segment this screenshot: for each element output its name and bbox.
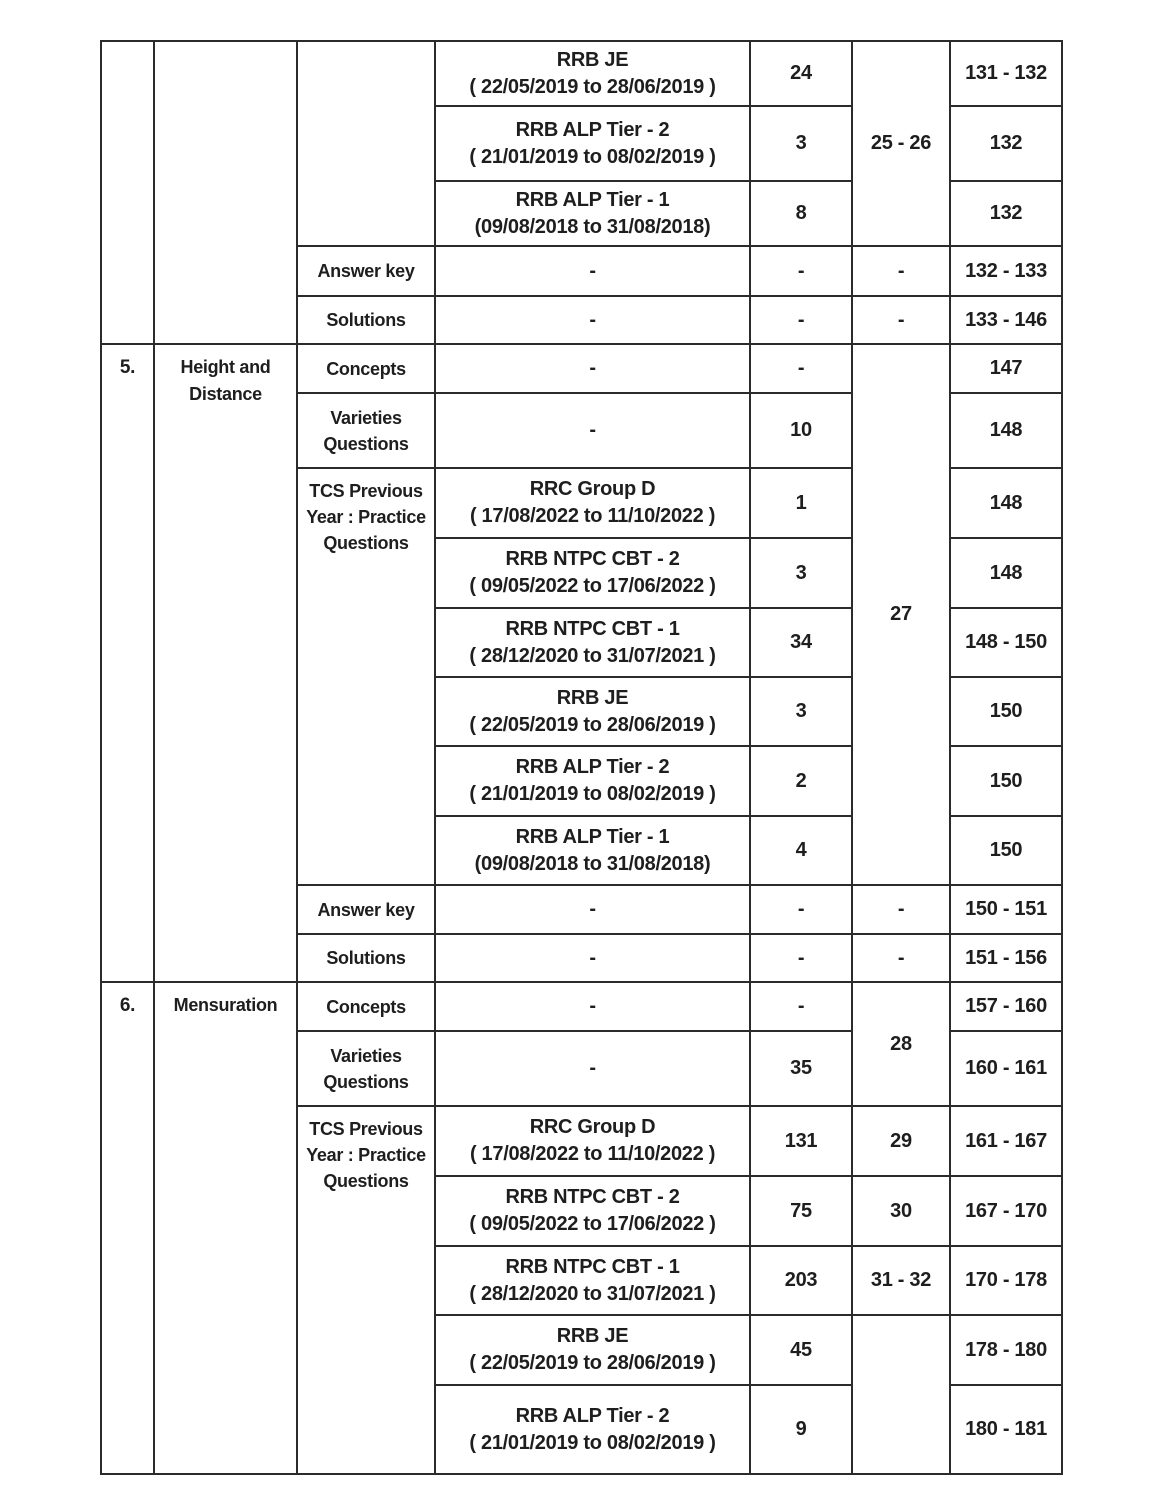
exam-dates: ( 17/08/2022 to 11/10/2022 ) (469, 505, 716, 527)
exam-cell (435, 608, 750, 677)
section-cell: TCS Previous Year : Practice Questions (297, 1106, 435, 1474)
question-count-cell: - (750, 982, 852, 1031)
page-range-cell: 167 - 170 (950, 1176, 1062, 1246)
section-cell: Concepts (297, 344, 435, 393)
section-cell (297, 41, 435, 246)
question-count-cell: 9 (750, 1385, 852, 1474)
exam-dates: ( 28/12/2020 to 31/07/2021 ) (469, 1282, 716, 1305)
paper-page-cell: - (852, 246, 950, 296)
question-count-cell: 10 (750, 393, 852, 468)
paper-page-cell: 25 - 26 (852, 41, 950, 246)
page-range-cell: 150 (950, 816, 1062, 885)
question-count-cell: - (750, 885, 852, 934)
exam-dates: ( 09/05/2022 to 17/06/2022 ) (469, 575, 716, 597)
exam-dates: ( 22/05/2019 to 28/06/2019 ) (469, 1352, 716, 1374)
section-cell: Varieties Questions (297, 1031, 435, 1106)
question-count-cell: 75 (750, 1176, 852, 1246)
paper-page-cell: 27 (852, 344, 950, 885)
exam-cell (435, 468, 750, 538)
table-row (101, 41, 1062, 106)
section-cell: Varieties Questions (297, 393, 435, 468)
paper-page-cell: - (852, 885, 950, 934)
exam-name: RRB JE (556, 48, 629, 71)
exam-dates: ( 21/01/2019 to 08/02/2019 ) (469, 1431, 716, 1454)
exam-cell (435, 677, 750, 746)
paper-page-cell: - (852, 934, 950, 982)
exam-name: RRB ALP Tier - 2 (515, 1404, 670, 1427)
exam-name: RRB ALP Tier - 2 (515, 118, 670, 141)
page-range-cell: 150 (950, 746, 1062, 816)
serial-cell (101, 41, 154, 344)
page-range-cell: 161 - 167 (950, 1106, 1062, 1176)
serial-cell: 5. (101, 344, 154, 982)
question-count-cell: - (750, 934, 852, 982)
exam-name: RRB NTPC CBT - 2 (505, 548, 680, 570)
exam-name: RRB ALP Tier - 2 (515, 756, 670, 778)
page-range-cell: 180 - 181 (950, 1385, 1062, 1474)
exam-dates: ( 28/12/2020 to 31/07/2021 ) (469, 644, 716, 667)
question-count-cell: 203 (750, 1246, 852, 1315)
question-count-cell: 2 (750, 746, 852, 816)
section-cell: TCS Previous Year : Practice Questions (297, 468, 435, 885)
page-range-cell: 132 - 133 (950, 246, 1062, 296)
exam-dates: (09/08/2018 to 31/08/2018) (474, 852, 711, 875)
page-range-cell: 160 - 161 (950, 1031, 1062, 1106)
exam-dates: ( 22/05/2019 to 28/06/2019 ) (469, 75, 716, 98)
paper-page-cell: 31 - 32 (852, 1246, 950, 1315)
exam-name: RRB JE (556, 686, 629, 709)
page-range-cell: 148 (950, 468, 1062, 538)
paper-page-cell: - (852, 296, 950, 344)
exam-cell (435, 1106, 750, 1176)
section-cell: Solutions (297, 934, 435, 982)
page-range-cell: 148 (950, 393, 1062, 468)
exam-cell: - (435, 1031, 750, 1106)
question-count-cell: 34 (750, 608, 852, 677)
exam-cell (435, 746, 750, 816)
exam-name: RRB NTPC CBT - 2 (505, 1186, 680, 1208)
question-count-cell: 35 (750, 1031, 852, 1106)
page-range-cell: 148 (950, 538, 1062, 608)
exam-name: RRB JE (556, 1325, 629, 1347)
exam-cell: - (435, 246, 750, 296)
exam-dates: (09/08/2018 to 31/08/2018) (474, 215, 711, 238)
exam-cell: - (435, 393, 750, 468)
section-cell: Answer key (297, 885, 435, 934)
exam-dates: ( 21/01/2019 to 08/02/2019 ) (469, 145, 716, 168)
question-count-cell: 3 (750, 677, 852, 746)
paper-page-cell (852, 1315, 950, 1474)
exam-name: RRB ALP Tier - 1 (515, 188, 670, 211)
page-range-cell: 133 - 146 (950, 296, 1062, 344)
exam-cell (435, 538, 750, 608)
page-range-cell: 151 - 156 (950, 934, 1062, 982)
page-range-cell: 178 - 180 (950, 1315, 1062, 1385)
page-range-cell: 150 (950, 677, 1062, 746)
exam-dates: ( 21/01/2019 to 08/02/2019 ) (469, 783, 716, 805)
section-cell: Concepts (297, 982, 435, 1031)
exam-cell (435, 1176, 750, 1246)
question-count-cell: 3 (750, 538, 852, 608)
question-count-cell: - (750, 246, 852, 296)
serial-cell: 6. (101, 982, 154, 1474)
question-count-cell: - (750, 344, 852, 393)
exam-cell (435, 41, 750, 106)
paper-page-cell: 28 (852, 982, 950, 1106)
exam-cell: - (435, 885, 750, 934)
question-count-cell: 24 (750, 41, 852, 106)
page-range-cell: 157 - 160 (950, 982, 1062, 1031)
question-count-cell: 1 (750, 468, 852, 538)
exam-dates: ( 17/08/2022 to 11/10/2022 ) (469, 1143, 716, 1165)
page-range-cell: 150 - 151 (950, 885, 1062, 934)
exam-cell (435, 106, 750, 181)
exam-dates: ( 22/05/2019 to 28/06/2019 ) (469, 713, 716, 736)
exam-dates: ( 09/05/2022 to 17/06/2022 ) (469, 1213, 716, 1235)
page-range-cell: 132 (950, 181, 1062, 246)
page-range-cell: 148 - 150 (950, 608, 1062, 677)
exam-cell: - (435, 934, 750, 982)
topic-cell (154, 41, 297, 344)
question-count-cell: 131 (750, 1106, 852, 1176)
question-count-cell: 8 (750, 181, 852, 246)
exam-name: RRB NTPC CBT - 1 (505, 1255, 680, 1278)
exam-cell: - (435, 296, 750, 344)
toc-table (100, 40, 1063, 1475)
topic-cell: Height and Distance (154, 344, 297, 982)
exam-cell: - (435, 344, 750, 393)
exam-cell (435, 1246, 750, 1315)
question-count-cell: 4 (750, 816, 852, 885)
exam-name: RRB NTPC CBT - 1 (505, 617, 680, 640)
exam-cell (435, 1385, 750, 1474)
exam-cell (435, 816, 750, 885)
question-count-cell: 3 (750, 106, 852, 181)
page-range-cell: 147 (950, 344, 1062, 393)
table-row (101, 344, 1062, 393)
exam-name: RRC Group D (529, 1116, 656, 1138)
page-range-cell: 131 - 132 (950, 41, 1062, 106)
exam-name: RRC Group D (529, 478, 656, 500)
exam-cell (435, 181, 750, 246)
table-row (101, 982, 1062, 1031)
section-cell: Solutions (297, 296, 435, 344)
paper-page-cell: 29 (852, 1106, 950, 1176)
question-count-cell: - (750, 296, 852, 344)
exam-name: RRB ALP Tier - 1 (515, 825, 670, 848)
page-range-cell: 132 (950, 106, 1062, 181)
question-count-cell: 45 (750, 1315, 852, 1385)
paper-page-cell: 30 (852, 1176, 950, 1246)
topic-cell: Mensuration (154, 982, 297, 1474)
page-range-cell: 170 - 178 (950, 1246, 1062, 1315)
exam-cell: - (435, 982, 750, 1031)
section-cell: Answer key (297, 246, 435, 296)
exam-cell (435, 1315, 750, 1385)
